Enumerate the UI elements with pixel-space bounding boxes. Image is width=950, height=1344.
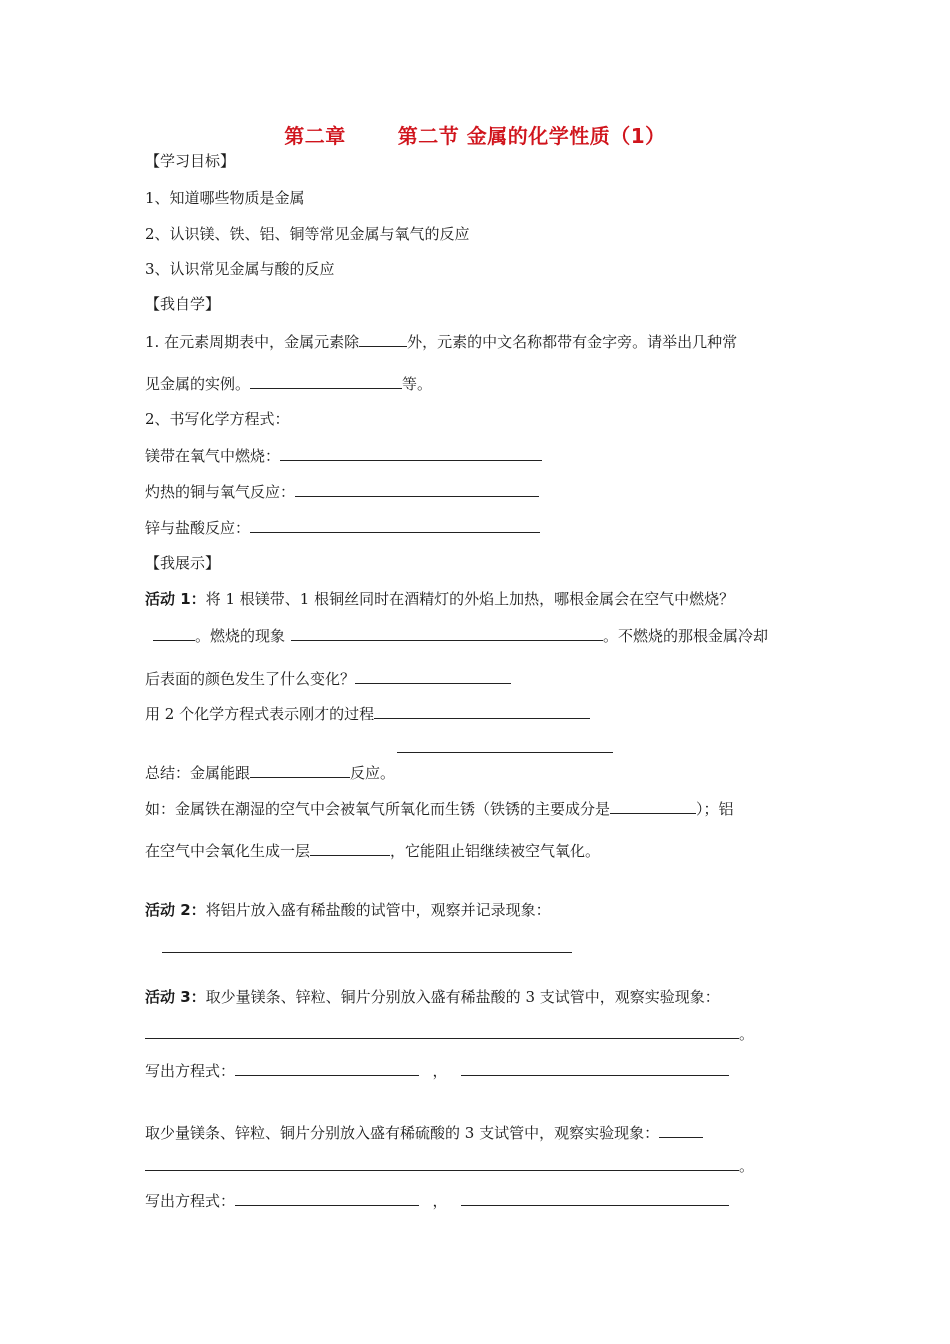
activity-3: 活动 3：取少量镁条、锌粒、铜片分别放入盛有稀盐酸的 3 支试管中，观察实验现象： [145, 988, 720, 1006]
answer-blank[interactable] [250, 373, 402, 389]
answer-blank[interactable] [295, 481, 539, 497]
equation-copper: 灼热的铜与氧气反应： [145, 481, 539, 502]
answer-blank[interactable] [359, 331, 407, 347]
activity-3-label: 活动 3： [145, 988, 206, 1006]
answer-blank[interactable] [659, 1122, 703, 1138]
answer-blank[interactable] [355, 668, 511, 684]
answer-blank[interactable] [162, 952, 572, 953]
example-line-2: 在空气中会氧化生成一层 ，它能阻止铝继续被空气氧化。 [145, 842, 601, 860]
answer-blank[interactable] [374, 703, 590, 719]
objective-item: 2、认识镁、铁、铝、铜等常见金属与氧气的反应 [145, 225, 470, 243]
question-1-line-2: 见金属的实例。 等。 [145, 375, 433, 393]
answer-blank[interactable] [250, 517, 540, 533]
activity-1-line-2: 。燃烧的现象 。不燃烧的那根金属冷却 [145, 625, 768, 646]
answer-blank[interactable] [291, 625, 603, 641]
answer-blank[interactable] [235, 1190, 419, 1206]
objective-item: 1、知道哪些物质是金属 [145, 189, 305, 207]
answer-blank[interactable] [145, 1155, 739, 1171]
answer-blank[interactable] [461, 1060, 729, 1076]
activity-2: 活动 2：将铝片放入盛有稀盐酸的试管中，观察并记录现象： [145, 901, 551, 919]
activity-1-label: 活动 1： [145, 590, 206, 608]
activity-1-line-1: 活动 1：将 1 根镁带、1 根铜丝同时在酒精灯的外焰上加热，哪根金属会在空气中燃烧？ [145, 590, 735, 608]
activity-3-equations: 写出方程式： ， [145, 1060, 729, 1081]
answer-blank[interactable] [235, 1060, 419, 1076]
page-title [0, 120, 950, 149]
answer-blank[interactable] [310, 840, 390, 856]
answer-blank[interactable] [610, 798, 696, 814]
objective-item: 3、认识常见金属与酸的反应 [145, 260, 335, 278]
activity-1-line-3: 后表面的颜色发生了什么变化？ [145, 668, 511, 689]
activity-3b: 取少量镁条、锌粒、铜片分别放入盛有稀硫酸的 3 支试管中，观察实验现象： [145, 1122, 703, 1143]
activity-2-label: 活动 2： [145, 901, 206, 919]
question-2: 2、书写化学方程式： [145, 410, 290, 428]
answer-blank[interactable] [145, 1023, 739, 1039]
question-1-line-1: 1. 在元素周期表中，金属元素除 外，元素的中文名称都带有金字旁。请举出几种常 [145, 333, 738, 351]
show-heading: 【我展示】 [145, 554, 221, 572]
objectives-heading: 【学习目标】 [145, 152, 236, 170]
activity-1-line-4: 用 2 个化学方程式表示刚才的过程 [145, 703, 590, 724]
answer-blank[interactable] [280, 445, 542, 461]
answer-blank[interactable] [250, 762, 350, 778]
example-line-1: 如：金属铁在潮湿的空气中会被氧气所氧化而生锈（铁锈的主要成分是 ）；铝 [145, 800, 734, 818]
equation-magnesium: 镁带在氧气中燃烧： [145, 445, 542, 466]
chapter-title: 第二章 [284, 124, 346, 148]
activity-3-observation: 。 [145, 1023, 754, 1044]
answer-blank[interactable] [461, 1190, 729, 1206]
answer-blank[interactable] [397, 752, 613, 753]
summary: 总结：金属能跟 反应。 [145, 764, 396, 782]
activity-3b-equations: 写出方程式： ， [145, 1190, 729, 1211]
equation-zinc: 锌与盐酸反应： [145, 517, 540, 538]
self-study-heading: 【我自学】 [145, 295, 221, 313]
section-title: 第二节 金属的化学性质（1） [397, 124, 666, 148]
activity-3b-observation: 。 [145, 1155, 754, 1176]
answer-blank[interactable] [153, 625, 195, 641]
